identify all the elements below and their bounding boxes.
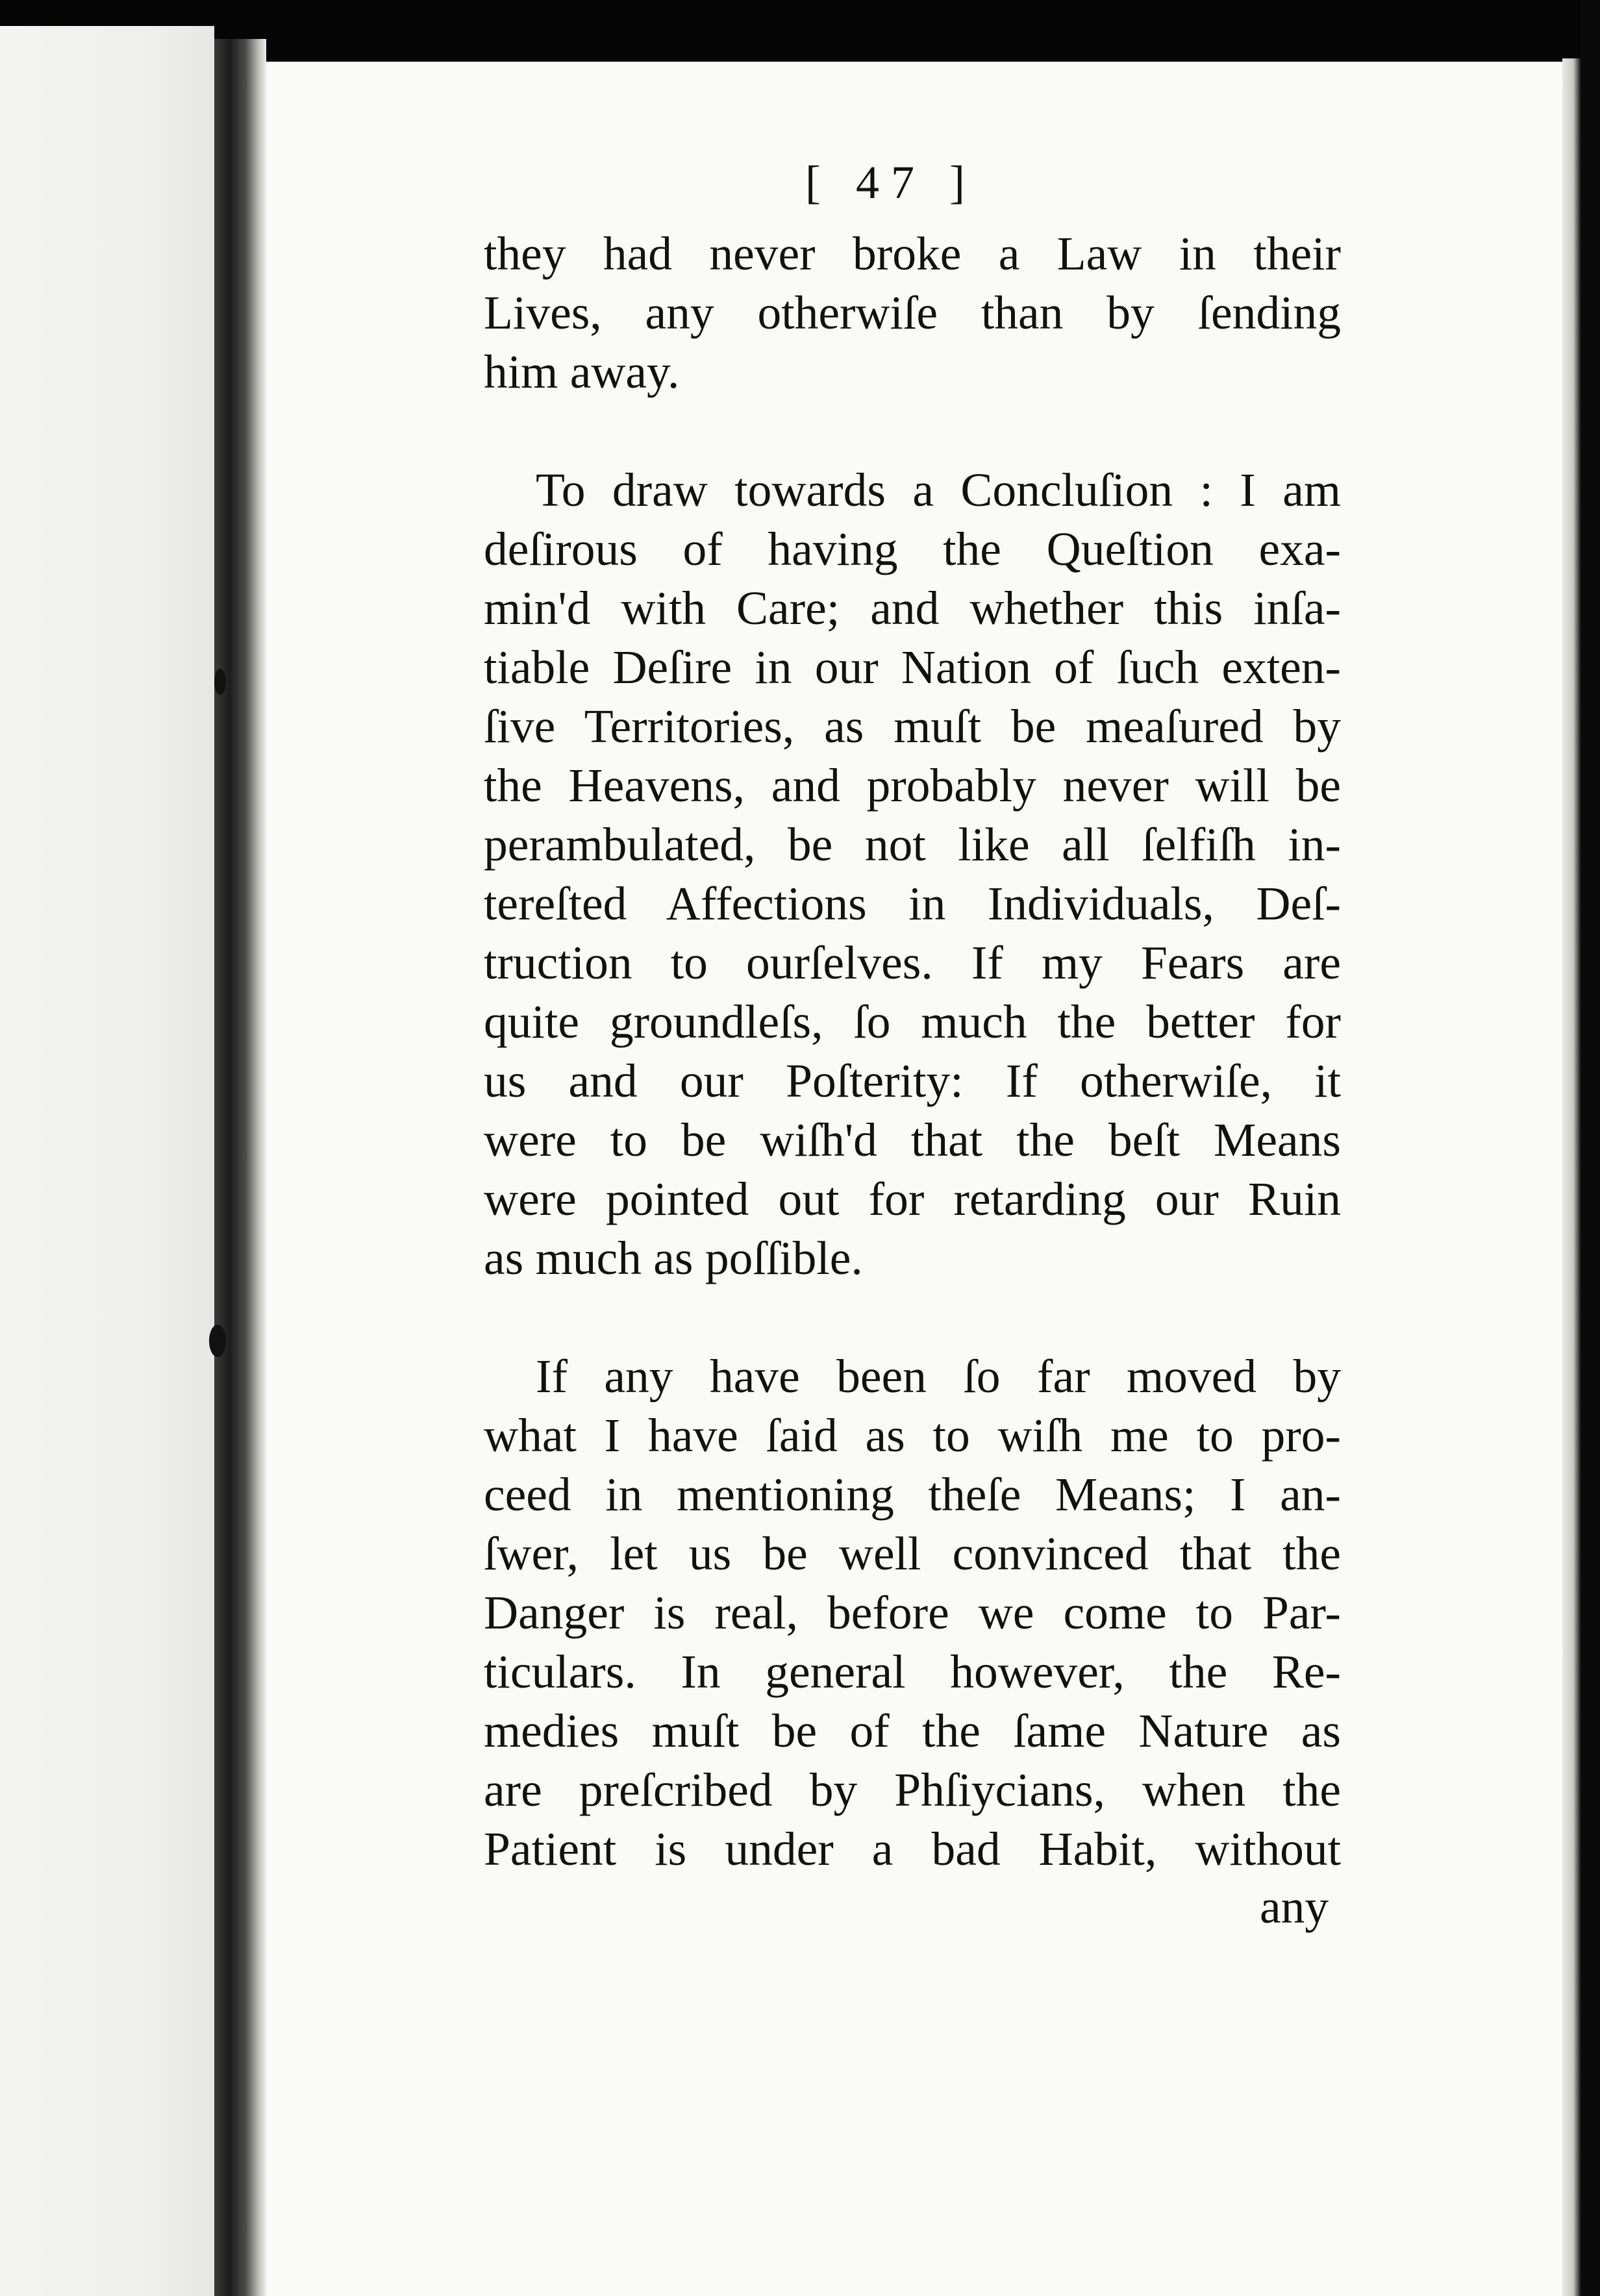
book-gutter: [214, 39, 266, 2296]
text-line: ſive Territories, as muſt be meaſured by: [484, 700, 1341, 753]
text-line: were to be wiſh'd that the beſt Means: [484, 1114, 1341, 1166]
text-line: were pointed out for retarding our Ruin: [484, 1173, 1341, 1225]
text-line: deſirous of having the Queſtion exa-: [484, 523, 1341, 575]
page-fore-edge: [1562, 58, 1581, 2296]
ink-speck: [214, 669, 226, 695]
paragraph: [484, 460, 1341, 1288]
text-line: ceed in mentioning theſe Means; I an-: [484, 1468, 1341, 1521]
text-line: Lives, any otherwiſe than by ſending: [484, 286, 1341, 339]
ink-speck: [209, 1325, 226, 1357]
body-text: [484, 224, 1341, 1878]
text-line: min'd with Care; and whether this inſa-: [484, 582, 1341, 634]
text-line: tereſted Affections in Individuals, Deſ-: [484, 877, 1341, 930]
text-line: truction to ourſelves. If my Fears are: [484, 936, 1341, 989]
previous-page-edge: [0, 26, 214, 2296]
page-number-header: [ 47 ]: [805, 156, 977, 208]
text-line: him away.: [484, 345, 680, 398]
text-line: what I have ſaid as to wiſh me to pro-: [484, 1409, 1341, 1462]
text-line: tiable Deſire in our Nation of ſuch exten-: [484, 641, 1341, 693]
text-line: ſwer, let us be well convinced that the: [484, 1527, 1341, 1580]
text-line: are preſcribed by Phſiycians, when the: [484, 1764, 1341, 1816]
text-line: perambulated, be not like all ſelfiſh in-: [484, 818, 1341, 871]
paragraph-gap: [484, 1288, 1341, 1347]
text-line: To draw towards a Concluſion : I am: [536, 464, 1341, 516]
text-line: they had never broke a Law in their: [484, 227, 1341, 280]
catchword: any: [1260, 1880, 1329, 1933]
text-line: Patient is under a bad Habit, without: [484, 1823, 1341, 1875]
text-line: Danger is real, before we come to Par-: [484, 1586, 1341, 1639]
paragraph: [484, 1347, 1341, 1878]
text-line: the Heavens, and probably never will be: [484, 759, 1341, 812]
text-line: ticulars. In general however, the Re-: [484, 1645, 1341, 1698]
text-line: If any have been ſo far moved by: [536, 1350, 1341, 1403]
scan-right-border: [1581, 0, 1600, 2296]
text-line: as much as poſſible.: [484, 1232, 863, 1284]
text-line: medies muſt be of the ſame Nature as: [484, 1704, 1341, 1757]
text-line: quite groundleſs, ſo much the better for: [484, 995, 1341, 1048]
paragraph-gap: [484, 401, 1341, 460]
text-line: us and our Poſterity: If otherwiſe, it: [484, 1054, 1341, 1107]
paragraph: [484, 224, 1341, 401]
